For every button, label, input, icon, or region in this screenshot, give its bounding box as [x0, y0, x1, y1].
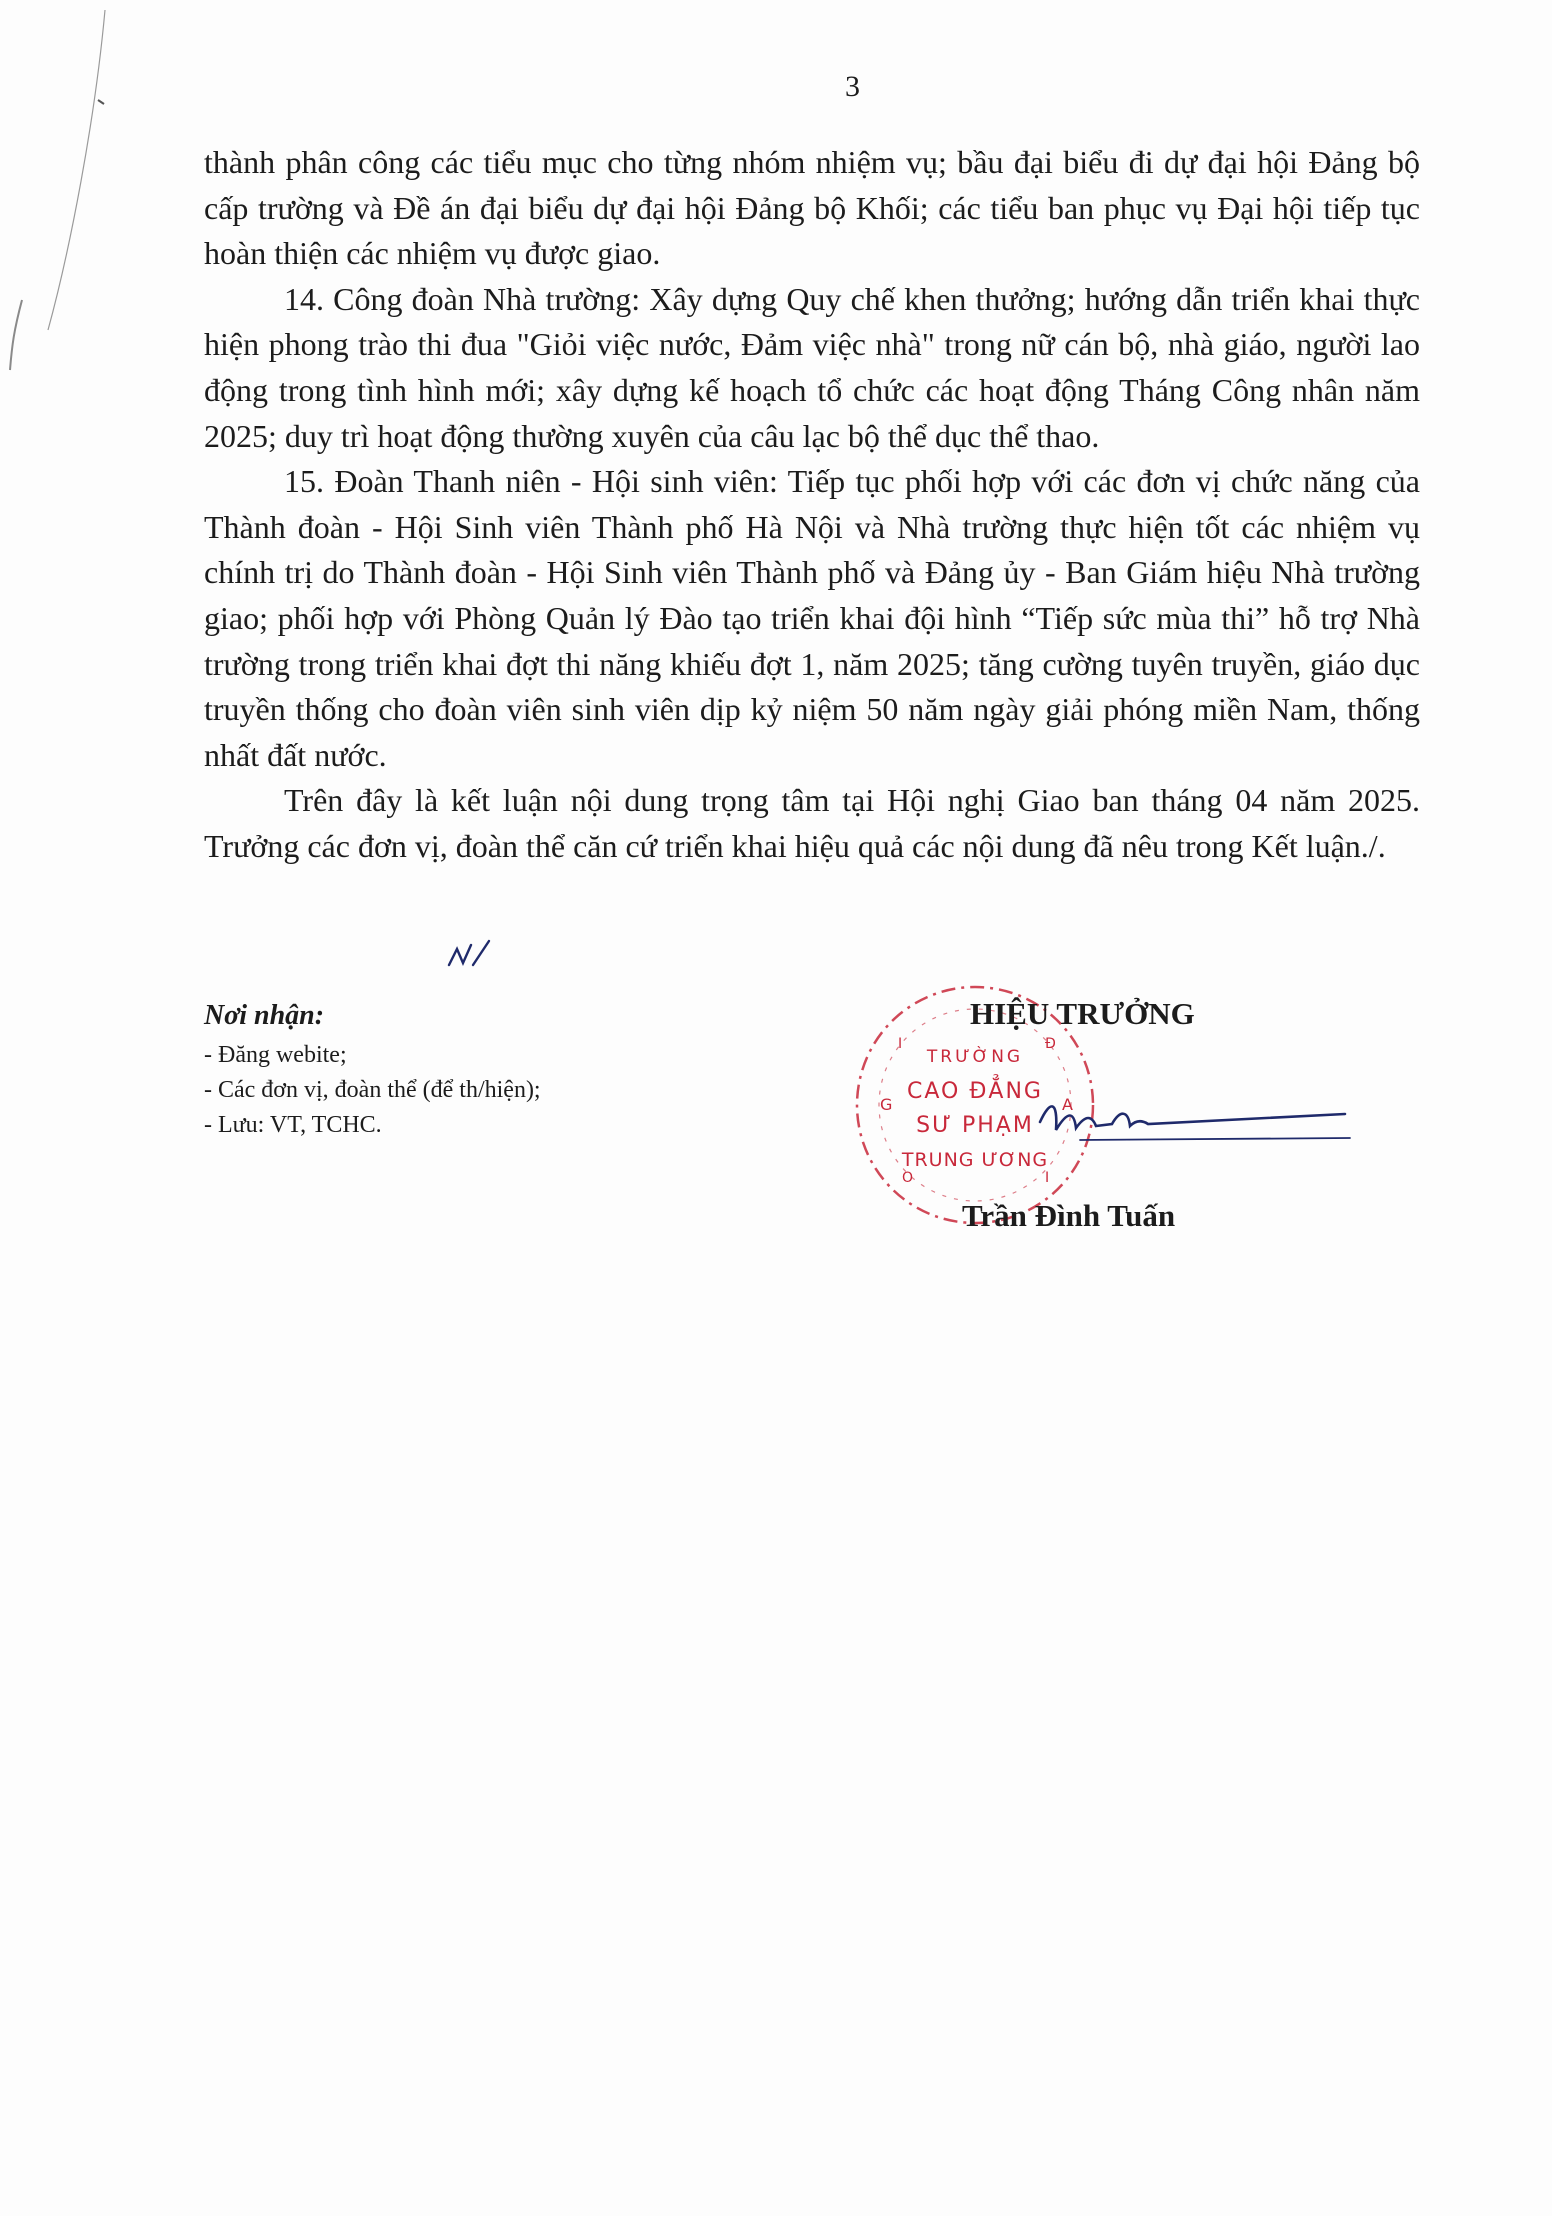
stamp-line: TRUNG ƯƠNG: [901, 1149, 1049, 1171]
paragraph-continuation: thành phân công các tiểu mục cho từng nhóm nhiệm vụ; bầu đại biểu đi dự đại hội Đảng bộ cấp trường và Đề án đại biểu dự đại hội Đảng bộ Khối; các tiểu ban phục vụ Đại hội tiếp tục hoàn thiện các nhiệm vụ được giao.: [204, 144, 1420, 272]
stamp-line: CAO ĐẲNG: [907, 1079, 1043, 1104]
svg-text:O: O: [902, 1170, 914, 1186]
svg-text:I: I: [1045, 1170, 1050, 1186]
stamp-line: SƯ PHẠM: [916, 1113, 1034, 1138]
paragraph-item-15: 15. Đoàn Thanh niên - Hội sinh viên: Tiếp tục phối hợp với các đơn vị chức năng của Thành đoàn - Hội Sinh viên Thành phố Hà Nội và Nhà trường thực hiện tốt các nhiệm vụ chính trị do Thành đoàn - Hội Sinh viên Thành phố và Đảng ủy - Ban Giám hiệu Nhà trường giao; phối hợp với Phòng Quản lý Đào tạo triển khai đội hình “Tiếp sức mùa thi” hỗ trợ Nhà trường trong triển khai đợt thi năng khiếu đợt 1, năm 2025; tăng cường tuyên truyền, giáo dục truyền thống cho đoàn viên sinh viên dịp kỷ niệm 50 năm ngày giải phóng miền Nam, thống nhất đất nước.: [204, 463, 1420, 773]
handwritten-signature: [1020, 1080, 1360, 1160]
page-number: 3: [845, 70, 860, 103]
paragraph-conclusion: Trên đây là kết luận nội dung trọng tâm tại Hội nghị Giao ban tháng 04 năm 2025. Trưởng các đơn vị, đoàn thể căn cứ triển khai hiệu quả các nội dung đã nêu trong Kết luận./.: [204, 782, 1420, 864]
svg-text:G: G: [880, 1095, 893, 1114]
svg-text:A: A: [1062, 1095, 1073, 1114]
recipients-list: [204, 1038, 724, 1143]
svg-text:Đ: Đ: [1045, 1036, 1056, 1052]
svg-text:I: I: [898, 1036, 903, 1052]
body-text: [204, 140, 1420, 870]
signer-name: Trần Đình Tuấn: [962, 1198, 1176, 1233]
recipient-item: - Các đơn vị, đoàn thể (để th/hiện);: [204, 1077, 541, 1103]
recipients-heading: Nơi nhận:: [204, 1000, 325, 1031]
signer-title: HIỆU TRƯỞNG: [970, 996, 1195, 1031]
stamp-line: TRƯỜNG: [926, 1047, 1024, 1067]
signature-block: [840, 960, 1360, 1260]
recipient-item: - Lưu: VT, TCHC.: [204, 1112, 382, 1138]
recipients-block: [204, 1000, 724, 1143]
paragraph-item-14: 14. Công đoàn Nhà trường: Xây dựng Quy chế khen thưởng; hướng dẫn triển khai thực hiện phong trào thi đua "Giỏi việc nước, Đảm việc nhà" trong nữ cán bộ, nhà giáo, người lao động trong tình hình mới; xây dựng kế hoạch tổ chức các hoạt động Tháng Công nhân năm 2025; duy trì hoạt động thường xuyên của câu lạc bộ thể dục thể thao.: [204, 280, 1420, 454]
recipient-item: - Đăng webite;: [204, 1042, 347, 1068]
scan-edge-marks: [0, 0, 140, 420]
initials-mark: [445, 935, 495, 975]
